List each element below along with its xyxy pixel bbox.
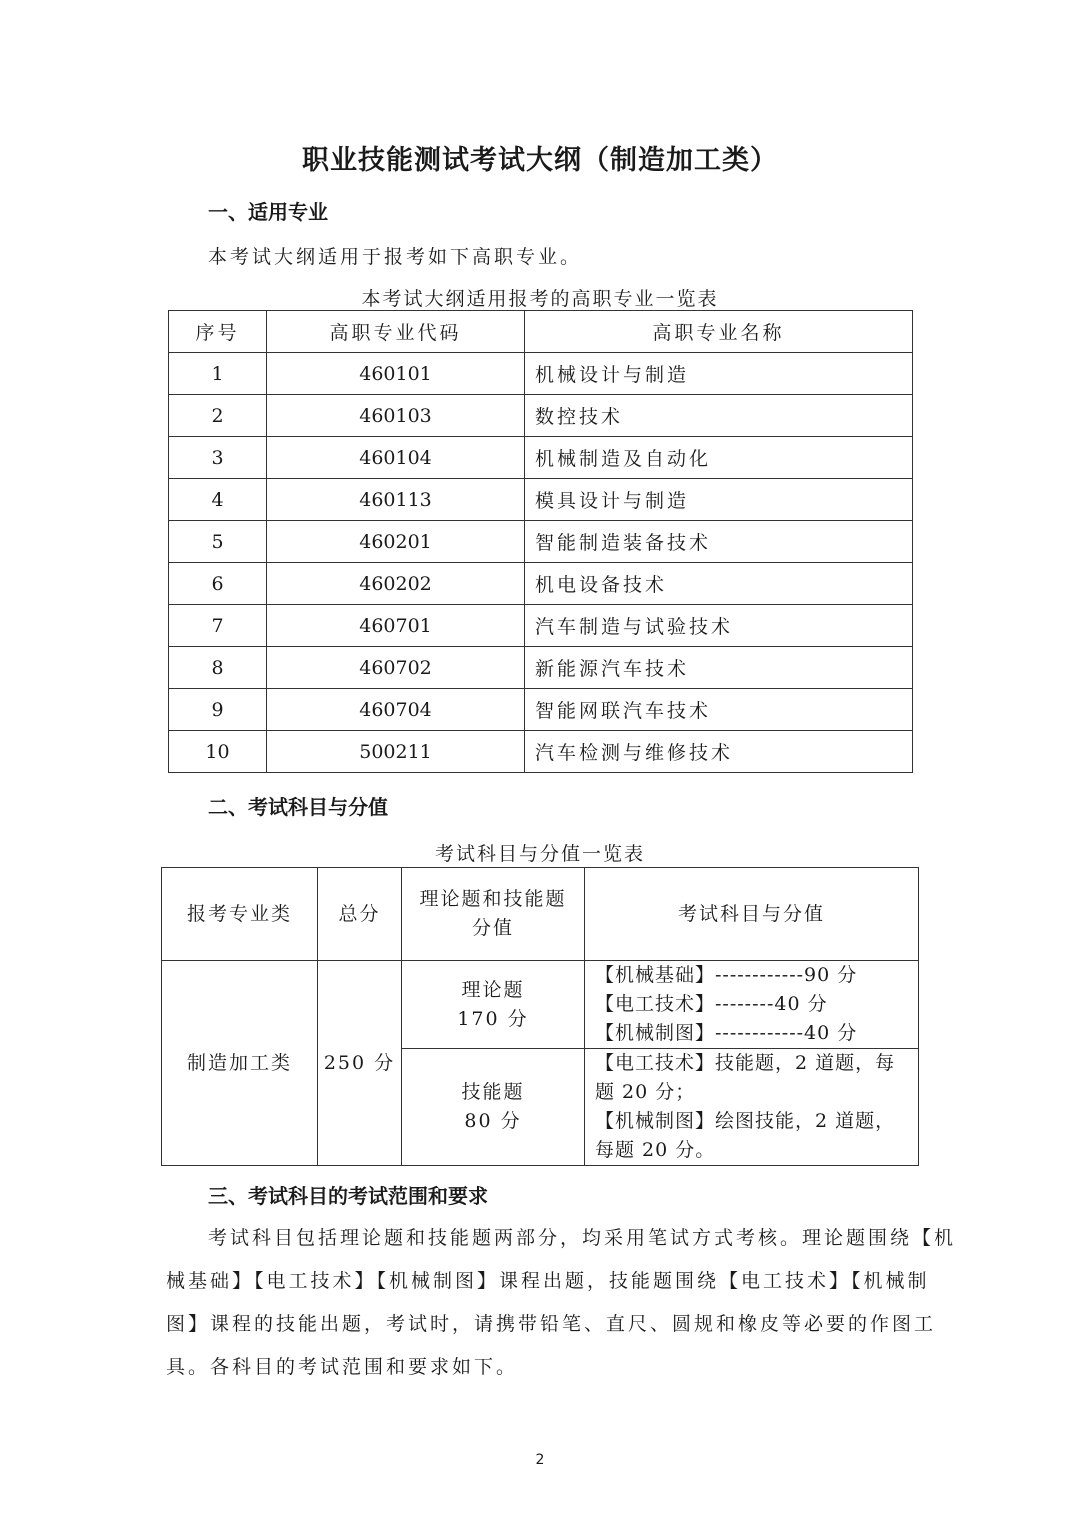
- row-code: 500211: [267, 731, 525, 773]
- header-category: 报考专业类: [162, 868, 318, 961]
- skill-subject-line: 【电工技术】技能题，2 道题，每题 20 分；: [595, 1052, 896, 1103]
- row-name: 新能源汽车技术: [525, 647, 913, 689]
- page-number: 2: [535, 1452, 545, 1468]
- row-code: 460104: [267, 437, 525, 479]
- theory-subject-line: 【电工技术】--------40 分: [595, 993, 828, 1015]
- table-row: [169, 731, 913, 773]
- row-code: 460103: [267, 395, 525, 437]
- majors-table: [168, 310, 913, 773]
- table-row: [169, 479, 913, 521]
- row-code: 460113: [267, 479, 525, 521]
- header-name: 高职专业名称: [525, 311, 913, 353]
- header-index: 序号: [169, 311, 267, 353]
- row-code: 460702: [267, 647, 525, 689]
- row-name: 智能网联汽车技术: [525, 689, 913, 731]
- section3-heading: 三、考试科目的考试范围和要求: [208, 1184, 488, 1208]
- table-row: [169, 521, 913, 563]
- row-name: 机械设计与制造: [525, 353, 913, 395]
- row-name: 数控技术: [525, 395, 913, 437]
- row-name: 机械制造及自动化: [525, 437, 913, 479]
- section3-paragraph-line: 考试科目包括理论题和技能题两部分，均采用笔试方式考核。理论题围绕【机: [208, 1227, 957, 1249]
- section3-paragraph-line: 具。各科目的考试范围和要求如下。: [166, 1356, 519, 1378]
- theory-cell: [402, 961, 585, 1049]
- row-name: 汽车检测与维修技术: [525, 731, 913, 773]
- table-row: [169, 605, 913, 647]
- scores-table: [161, 867, 919, 1166]
- category-cell: 制造加工类: [162, 961, 318, 1166]
- table-row: [169, 689, 913, 731]
- section1-heading: 一、适用专业: [208, 200, 328, 224]
- row-name: 机电设备技术: [525, 563, 913, 605]
- row-name: 智能制造装备技术: [525, 521, 913, 563]
- table-row: [169, 563, 913, 605]
- row-index: 1: [169, 353, 267, 395]
- theory-subject-line: 【机械基础】------------90 分: [595, 964, 858, 986]
- row-index: 9: [169, 689, 267, 731]
- skill-label: 技能题: [461, 1081, 525, 1103]
- row-index: 4: [169, 479, 267, 521]
- header-subjects: 考试科目与分值: [585, 868, 919, 961]
- table-row: [169, 647, 913, 689]
- table-header-row: [162, 868, 919, 961]
- row-index: 10: [169, 731, 267, 773]
- row-code: 460202: [267, 563, 525, 605]
- table-row: [169, 395, 913, 437]
- table-row: [169, 437, 913, 479]
- row-code: 460704: [267, 689, 525, 731]
- scores-table-caption: 考试科目与分值一览表: [434, 843, 645, 865]
- row-index: 3: [169, 437, 267, 479]
- theory-subject-line: 【机械制图】------------40 分: [595, 1022, 858, 1044]
- row-index: 2: [169, 395, 267, 437]
- row-code: 460201: [267, 521, 525, 563]
- row-index: 8: [169, 647, 267, 689]
- section1-intro: 本考试大纲适用于报考如下高职专业。: [208, 246, 583, 268]
- header-total: 总分: [318, 868, 402, 961]
- section3-paragraph-line: 械基础】【电工技术】【机械制图】课程出题，技能题围绕【电工技术】【机械制: [166, 1270, 930, 1292]
- total-score-cell: 250 分: [318, 961, 402, 1166]
- majors-table-caption: 本考试大纲适用报考的高职专业一览表: [361, 288, 719, 310]
- skill-subjects-cell: [585, 1049, 919, 1166]
- row-index: 5: [169, 521, 267, 563]
- row-index: 6: [169, 563, 267, 605]
- section2-heading: 二、考试科目与分值: [208, 795, 388, 819]
- row-index: 7: [169, 605, 267, 647]
- theory-label: 理论题: [461, 978, 525, 1001]
- skill-score: 80 分: [464, 1110, 522, 1132]
- header-score-split: 理论题和技能题分值: [402, 868, 585, 961]
- table-row: [162, 961, 919, 1049]
- theory-subjects-cell: [585, 961, 919, 1049]
- page-title: 职业技能测试考试大纲（制造加工类）: [302, 145, 778, 176]
- header-code: 高职专业代码: [267, 311, 525, 353]
- skill-subject-line: 【机械制图】绘图技能，2 道题，每题 20 分。: [595, 1110, 896, 1161]
- row-code: 460101: [267, 353, 525, 395]
- theory-score: 170 分: [457, 1007, 529, 1030]
- table-row: [169, 353, 913, 395]
- section3-paragraph-line: 图】课程的技能出题，考试时，请携带铅笔、直尺、圆规和橡皮等必要的作图工: [166, 1313, 937, 1335]
- row-name: 汽车制造与试验技术: [525, 605, 913, 647]
- skill-cell: [402, 1049, 585, 1166]
- row-code: 460701: [267, 605, 525, 647]
- table-header-row: [169, 311, 913, 353]
- row-name: 模具设计与制造: [525, 479, 913, 521]
